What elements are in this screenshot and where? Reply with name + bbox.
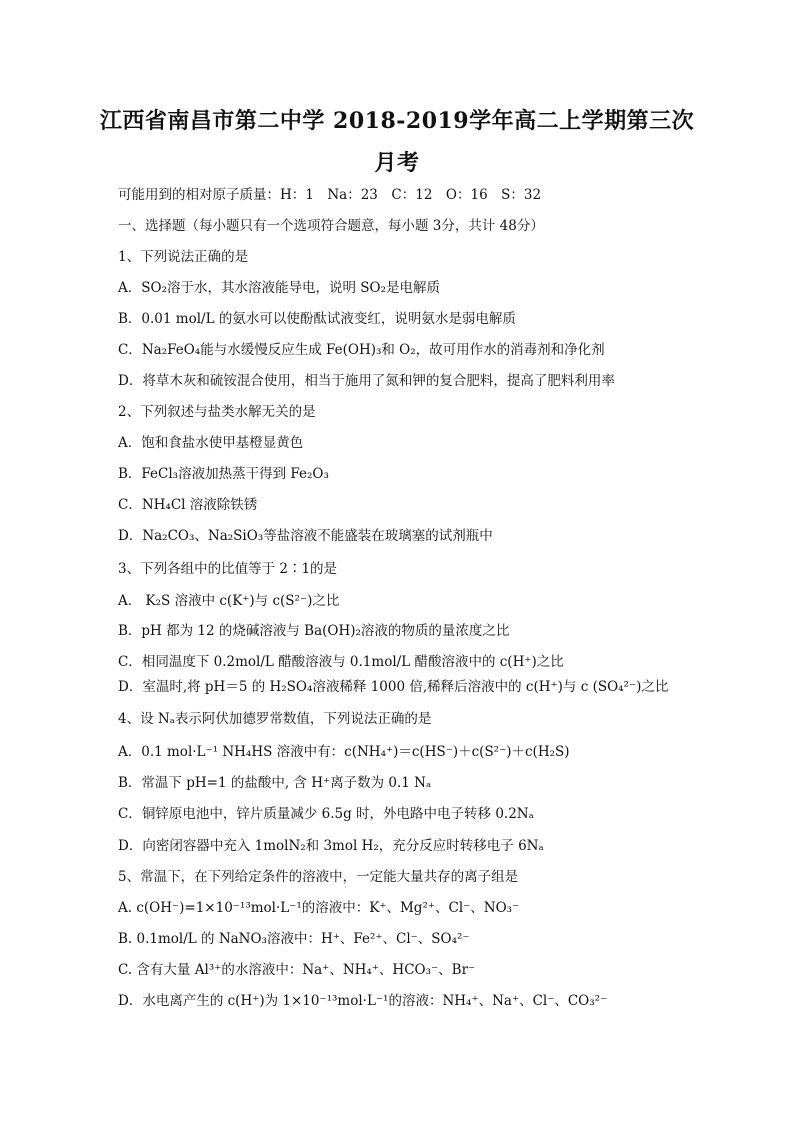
question-1-option-a: A．SO₂溶于水，其水溶液能导电，说明 SO₂是电解质 xyxy=(118,280,440,296)
question-4-stem: 4、设 Nₐ表示阿伏加德罗常数值，下列说法正确的是 xyxy=(118,711,432,727)
question-2-option-c: C．NH₄Cl 溶液除铁锈 xyxy=(118,497,258,513)
question-2-option-a: A．饱和食盐水使甲基橙显黄色 xyxy=(118,435,304,451)
question-5-stem: 5、常温下，在下列给定条件的溶液中，一定能大量共存的离子组是 xyxy=(118,869,519,885)
question-5-option-a: A. c(OH⁻)=1×10⁻¹³mol·L⁻¹的溶液中：K⁺、Mg²⁺、Cl⁻、NO₃⁻ xyxy=(118,900,520,916)
question-4-option-b: B．常温下 pH=1 的盐酸中, 含 H⁺离子数为 0.1 Nₐ xyxy=(118,775,432,791)
question-1-stem: 1、下列说法正确的是 xyxy=(118,249,249,265)
question-3-option-c: C．相同温度下 0.2mol/L 醋酸溶液与 0.1mol/L 醋酸溶液中的 c(H⁺)之比 xyxy=(118,654,564,670)
question-2-option-d: D．Na₂CO₃、Na₂SiO₃等盐溶液不能盛装在玻璃塞的试剂瓶中 xyxy=(118,528,493,544)
question-1-option-b: B．0.01 mol/L 的氨水可以使酚酞试液变红，说明氨水是弱电解质 xyxy=(118,311,516,327)
atomic-mass-note: 可能用到的相对原子质量：H：1 Na：23 C：12 O：16 S：32 xyxy=(118,187,542,203)
question-1-option-d: D．将草木灰和硫铵混合使用，相当于施用了氮和钾的复合肥料，提高了肥料利用率 xyxy=(118,373,615,389)
question-3-option-b: B．pH 都为 12 的烧碱溶液与 Ba(OH)₂溶液的物质的量浓度之比 xyxy=(118,623,510,639)
section-heading: 一、选择题（每小题只有一个选项符合题意，每小题 3分，共计 48分） xyxy=(118,218,544,234)
question-2-stem: 2、下列叙述与盐类水解无关的是 xyxy=(118,404,316,420)
question-1-option-c: C．Na₂FeO₄能与水缓慢反应生成 Fe(OH)₃和 O₂，故可用作水的消毒剂和净化剂 xyxy=(118,342,605,358)
question-4-option-a: A．0.1 mol·L⁻¹ NH₄HS 溶液中有：c(NH₄⁺)＝c(HS⁻)＋c(S²⁻)＋c(H₂S) xyxy=(118,744,570,760)
question-5-option-c: C. 含有大量 Al³⁺的水溶液中：Na⁺、NH₄⁺、HCO₃⁻、Br⁻ xyxy=(118,962,476,978)
question-4-option-d: D．向密闭容器中充入 1molN₂和 3mol H₂，充分反应时转移电子 6Nₐ xyxy=(118,838,544,854)
document-title-line-2: 月考 xyxy=(374,150,420,176)
question-5-option-d: D．水电离产生的 c(H⁺)为 1×10⁻¹³mol·L⁻¹的溶液：NH₄⁺、Na⁺、Cl⁻、CO₃²⁻ xyxy=(118,993,608,1009)
document-title-line-1: 江西省南昌市第二中学 2018-2019学年高二上学期第三次 xyxy=(99,108,695,134)
question-4-option-c: C．铜锌原电池中，锌片质量减少 6.5g 时，外电路中电子转移 0.2Nₐ xyxy=(118,806,534,822)
question-3-option-d: D．室温时,将 pH＝5 的 H₂SO₄溶液稀释 1000 倍,稀释后溶液中的 c(H⁺)与 c (SO₄²⁻)之比 xyxy=(118,679,669,695)
question-2-option-b: B．FeCl₃溶液加热蒸干得到 Fe₂O₃ xyxy=(118,466,329,482)
question-3-stem: 3、下列各组中的比值等于 2∶1的是 xyxy=(118,561,338,577)
question-3-option-a: A． K₂S 溶液中 c(K⁺)与 c(S²⁻)之比 xyxy=(118,593,340,609)
question-5-option-b: B. 0.1mol/L 的 NaNO₃溶液中：H⁺、Fe²⁺、Cl⁻、SO₄²⁻ xyxy=(118,931,470,947)
